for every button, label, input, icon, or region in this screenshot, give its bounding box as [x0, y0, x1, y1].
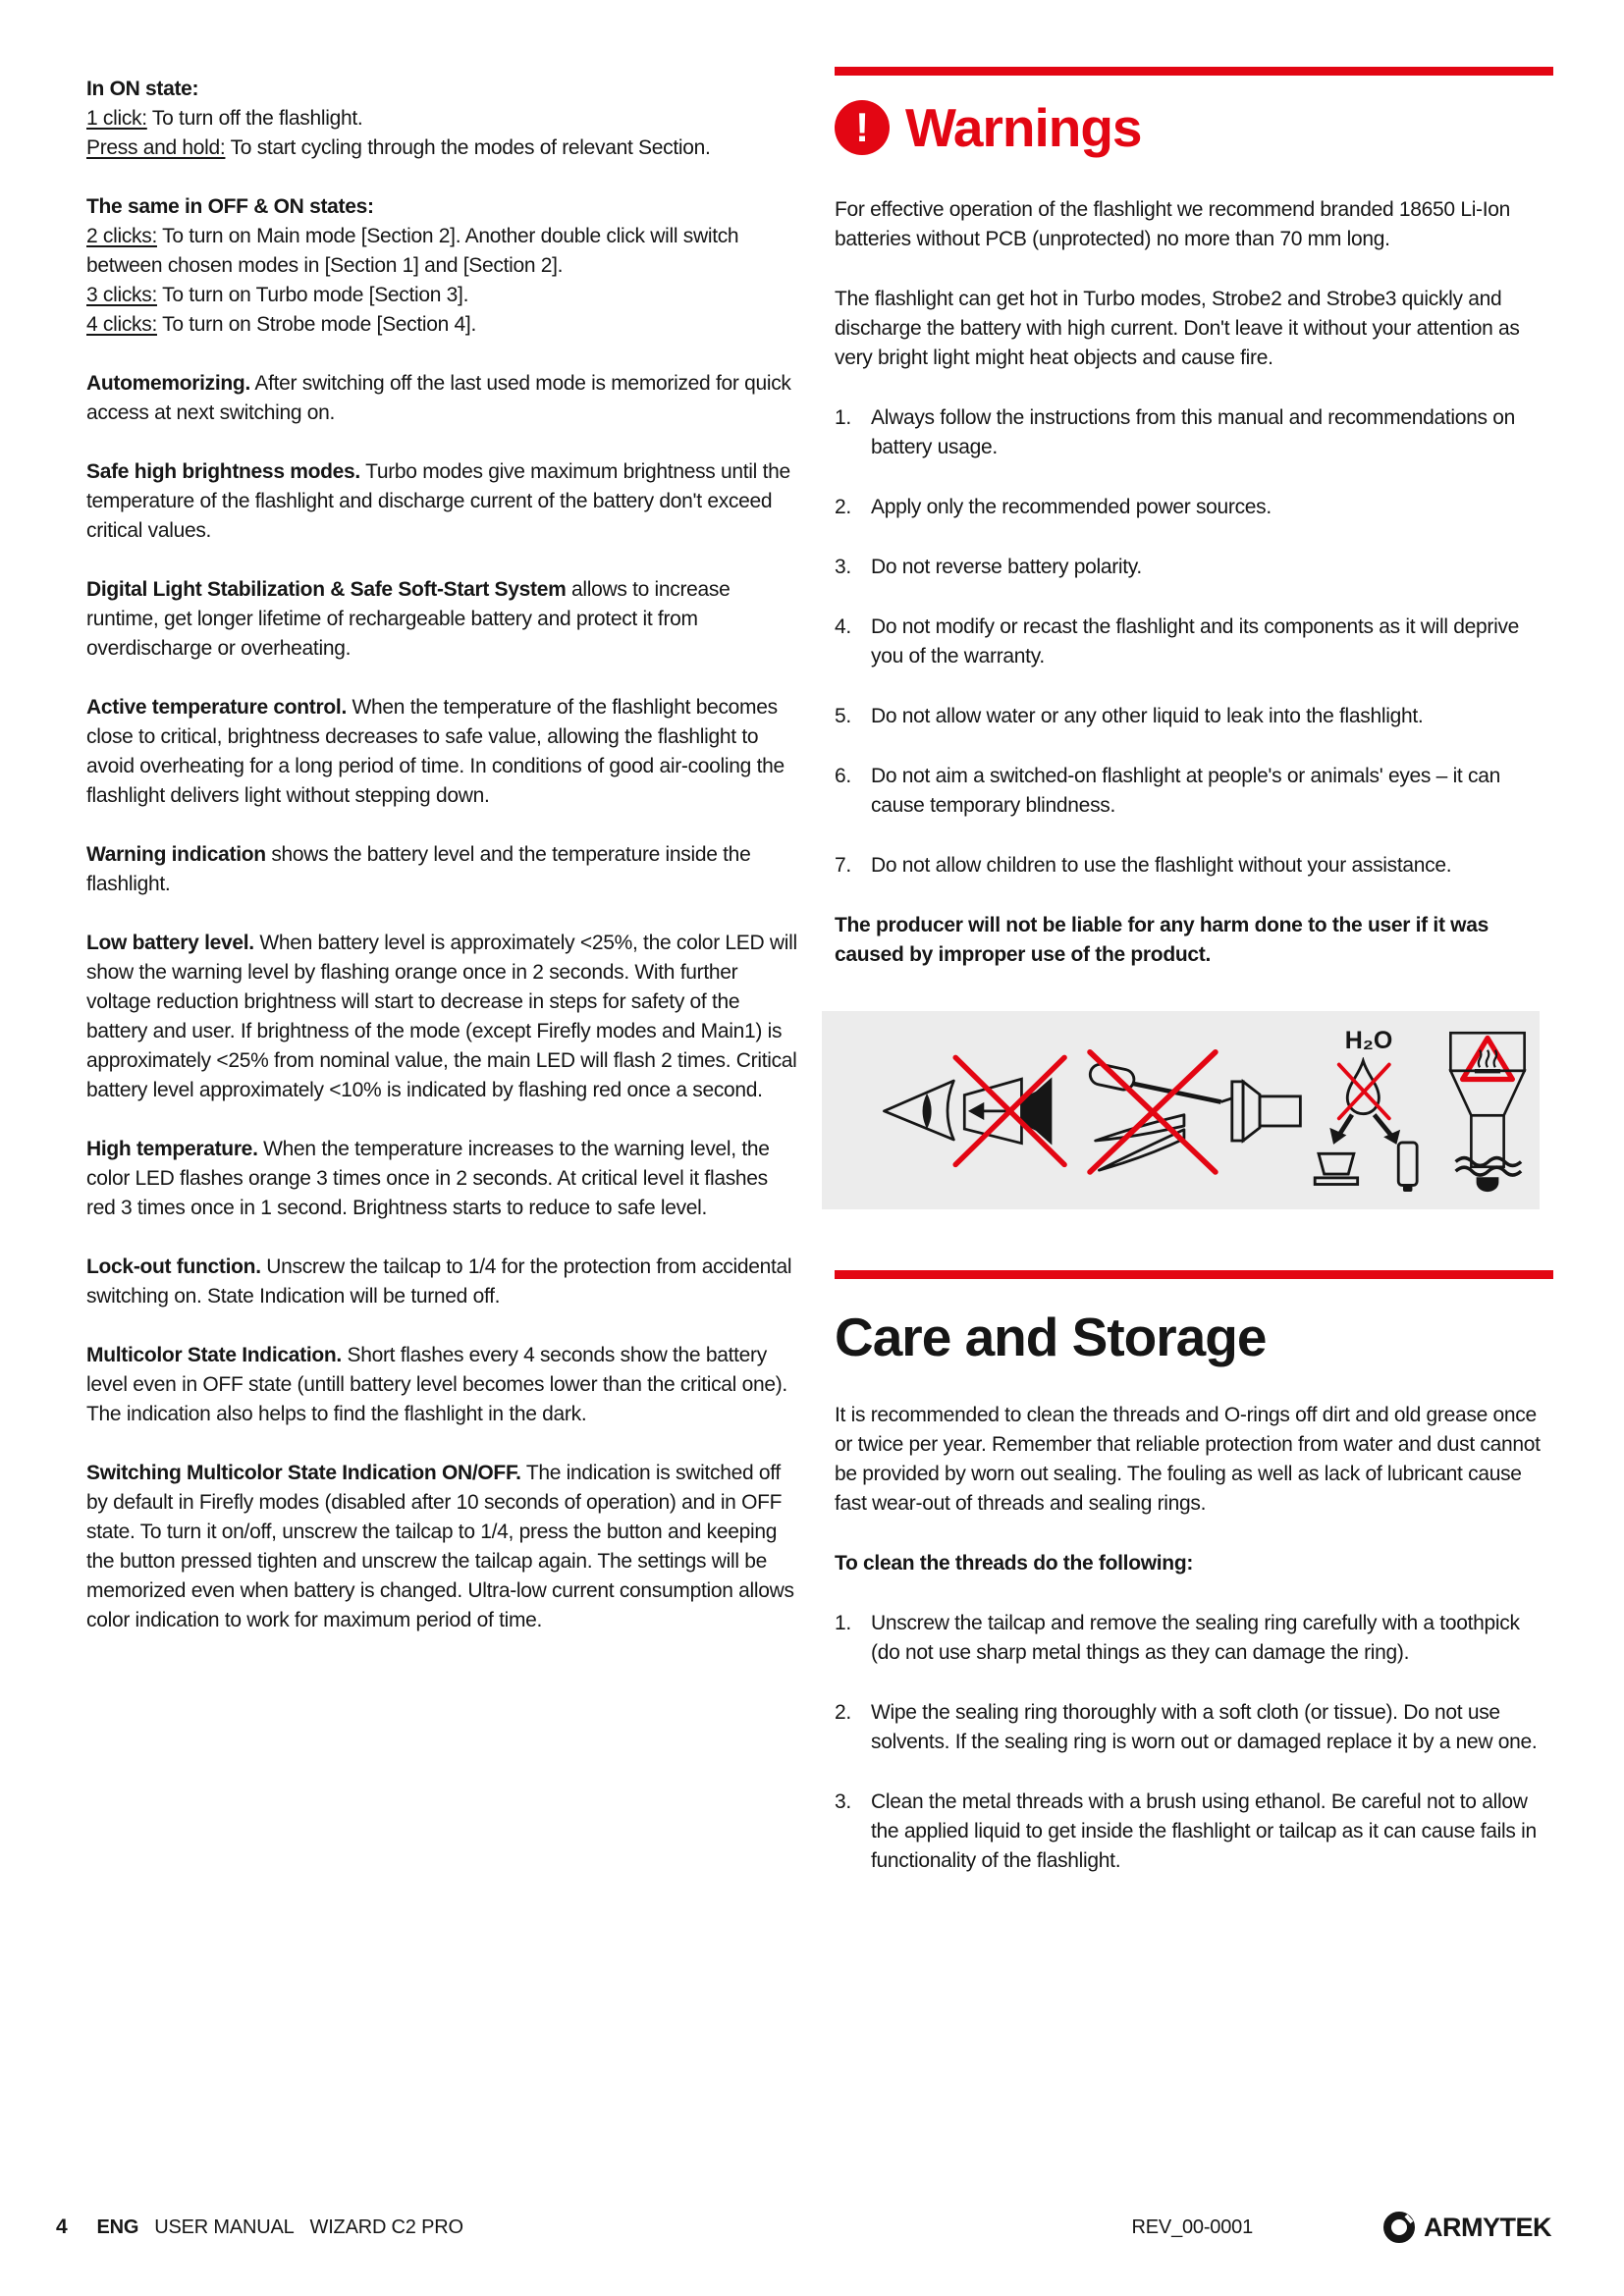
- paragraph-lead: Digital Light Stabilization & Safe Soft-Start System: [86, 578, 567, 601]
- footer-product: WIZARD C2 PRO: [309, 2216, 463, 2238]
- list-item: [835, 762, 1553, 821]
- instruction-line: 2 clicks: To turn on Main mode [Section 2]. Another double click will switch between chosen modes in [Section 1] and [Section 2].: [86, 225, 739, 277]
- paragraph-lead: Safe high brightness modes.: [86, 460, 360, 483]
- paragraph: Active temperature control. When the temperature of the flashlight becomes close to critical, brightness decreases to safe value, allowing the flashlight to avoid overheating for a long period of time. In conditions of good air-cooling the flashlight delivers light without stepping down.: [86, 696, 785, 807]
- list-item-text: Unscrew the tailcap and remove the sealing ring carefully with a toothpick (do not use sharp metal things as they can damage the ring).: [871, 1612, 1520, 1664]
- paragraph-lead: Lock-out function.: [86, 1255, 261, 1278]
- footer: [56, 2211, 1551, 2244]
- paragraph-lead: Switching Multicolor State Indication ON/OFF.: [86, 1462, 521, 1484]
- left-column: [86, 75, 797, 1665]
- instruction-lead: Press and hold:: [86, 136, 226, 159]
- instruction-lead: 3 clicks:: [86, 284, 157, 306]
- paragraph-lead: Automemorizing.: [86, 372, 250, 395]
- instruction-lead: 4 clicks:: [86, 313, 157, 336]
- paragraph-lead: Low battery level.: [86, 932, 254, 954]
- paragraph-lead: Active temperature control.: [86, 696, 347, 719]
- no-disassembling-icon: [1075, 1038, 1306, 1183]
- exclamation-circle-icon: [835, 100, 890, 155]
- text-block: [86, 840, 797, 899]
- list-item-text: Always follow the instructions from this manual and recommendations on battery usage.: [871, 406, 1515, 458]
- list-item: [835, 493, 1553, 522]
- list-item-text: Do not reverse battery polarity.: [871, 556, 1142, 578]
- block-heading: In ON state:: [86, 78, 199, 100]
- footer-revision: REV_00-0001: [1131, 2216, 1253, 2238]
- instruction-lead: 1 click:: [86, 107, 147, 130]
- armytek-logo-text: ARMYTEK: [1424, 2212, 1551, 2242]
- list-item-number: 3.: [835, 1790, 851, 1813]
- care-subheading: To clean the threads do the following:: [835, 1552, 1194, 1575]
- text-block: [86, 693, 797, 811]
- list-item: [835, 613, 1553, 671]
- list-item-number: 1.: [835, 406, 851, 429]
- text-block: [86, 75, 797, 163]
- list-item-text: Apply only the recommended power sources.: [871, 496, 1272, 518]
- list-item-text: Do not allow water or any other liquid to leak into the flashlight.: [871, 705, 1424, 727]
- block-heading: The same in OFF & ON states:: [86, 195, 374, 218]
- text-block: [86, 929, 797, 1105]
- paragraph: Multicolor State Indication. Short flashes every 4 seconds show the battery level even in OFF state (untill battery level becomes lower than the critical one). The indication also helps to find the flashlight in the dark.: [86, 1344, 787, 1425]
- list-item-text: Do not modify or recast the flashlight and its components as it will deprive you of the warranty.: [871, 615, 1520, 667]
- exclamation-glyph: !: [855, 104, 869, 150]
- no-shine-in-eyes-icon: [879, 1038, 1075, 1183]
- text-block: [86, 369, 797, 428]
- care-title: Care and Storage: [835, 1307, 1267, 1367]
- hot-surface-warning-icon: [1432, 1028, 1543, 1193]
- right-column: [835, 67, 1553, 1906]
- care-section-divider: [835, 1270, 1553, 1279]
- footer-language: ENG: [96, 2216, 139, 2238]
- text-block: [86, 1341, 797, 1429]
- list-item: [835, 702, 1553, 731]
- paragraph-lead: High temperature.: [86, 1138, 258, 1160]
- warnings-header: [835, 99, 1553, 156]
- list-item: [835, 851, 1553, 881]
- paragraph: The flashlight can get hot in Turbo modes, Strobe2 and Strobe3 quickly and discharge the battery with high current. Don't leave it without your attention as very bright light might heat objects and cause fire.: [835, 288, 1520, 369]
- paragraph-lead: Warning indication: [86, 843, 266, 866]
- paragraph: For effective operation of the flashlight we recommend branded 18650 Li-Ion batteries without PCB (unprotected) no more than 70 mm long.: [835, 198, 1511, 250]
- h2o-label: H₂O: [1344, 1026, 1393, 1054]
- text-block: [86, 575, 797, 664]
- instruction-line: 3 clicks: To turn on Turbo mode [Section 3].: [86, 284, 469, 306]
- text-block: [86, 192, 797, 340]
- left-column-blocks: [86, 75, 797, 1635]
- list-item: [835, 403, 1553, 462]
- text-block: [86, 1459, 797, 1635]
- list-item-number: 7.: [835, 854, 851, 877]
- paragraph: Warning indication shows the battery level and the temperature inside the flashlight.: [86, 843, 751, 895]
- paragraph: Digital Light Stabilization & Safe Soft-Start System allows to increase runtime, get longer lifetime of rechargeable battery and protect it from overdischarge or overheating.: [86, 578, 731, 660]
- list-item-number: 6.: [835, 765, 851, 787]
- no-water-contact-icon: [1306, 1026, 1432, 1193]
- warnings-list: [835, 403, 1553, 881]
- safety-pictograms-panel: [822, 1011, 1540, 1209]
- paragraph: Safe high brightness modes. Turbo modes give maximum brightness until the temperature of the flashlight and discharge current of the battery don't exceed critical values.: [86, 460, 790, 542]
- text-block: [86, 457, 797, 546]
- warnings-title: Warnings: [905, 97, 1142, 158]
- paragraph: High temperature. When the temperature increases to the warning level, the color LED flashes orange 3 times once in 2 seconds. At critical level it flashes red 3 times once in 1 second. Brightness starts to reduce to safe level.: [86, 1138, 770, 1219]
- text-block: [86, 1135, 797, 1223]
- paragraph-lead: Multicolor State Indication.: [86, 1344, 342, 1366]
- liability-note: The producer will not be liable for any harm done to the user if it was caused by improper use of the product.: [835, 914, 1489, 966]
- warnings-intro: [835, 195, 1553, 373]
- care-list: [835, 1609, 1553, 1876]
- list-item: [835, 1788, 1553, 1876]
- instruction-line: 4 clicks: To turn on Strobe mode [Section 4].: [86, 313, 477, 336]
- list-item-text: Do not allow children to use the flashlight without your assistance.: [871, 854, 1452, 877]
- list-item-number: 5.: [835, 705, 851, 727]
- list-item-number: 1.: [835, 1612, 851, 1634]
- warnings-section-divider: [835, 67, 1553, 76]
- list-item-number: 4.: [835, 615, 851, 638]
- paragraph: Automemorizing. After switching off the last used mode is memorized for quick access at next switching on.: [86, 372, 791, 424]
- text-block: [86, 1253, 797, 1311]
- care-intro: It is recommended to clean the threads and O-rings off dirt and old grease once or twice per year. Remember that reliable protection from water and dust cannot be provided by worn out sealing. The fouling as well as lack of lubricant cause fast wear-out of threads and sealing rings.: [835, 1404, 1541, 1515]
- list-item-number: 2.: [835, 496, 851, 518]
- list-item-text: Do not aim a switched-on flashlight at people's or animals' eyes – it can cause temporary blindness.: [871, 765, 1500, 817]
- instruction-line: Press and hold: To start cycling through the modes of relevant Section.: [86, 136, 711, 159]
- list-item: [835, 1609, 1553, 1668]
- list-item-text: Clean the metal threads with a brush using ethanol. Be careful not to allow the applied liquid to get inside the flashlight or tailcap as it can cause fails in functionality of the flashlight.: [871, 1790, 1537, 1872]
- page-number: 4: [56, 2216, 68, 2238]
- list-item-number: 3.: [835, 556, 851, 578]
- instruction-line: 1 click: To turn off the flashlight.: [86, 107, 363, 130]
- paragraph: Low battery level. When battery level is approximately <25%, the color LED will show the warning level by flashing orange once in 2 seconds. With further voltage reduction brightness will start to decrease in steps for safety of the battery and user. If brightness of the mode (except Firefly modes and Main1) is approximately <25% from nominal value, the main LED will flash 2 times. Critical battery level approximately <10% is indicated by flashing red once a second.: [86, 932, 797, 1101]
- instruction-lead: 2 clicks:: [86, 225, 157, 247]
- list-item: [835, 1698, 1553, 1757]
- list-item-text: Wipe the sealing ring thoroughly with a soft cloth (or tissue). Do not use solvents. If the sealing ring is worn out or damaged replace it by a new one.: [871, 1701, 1538, 1753]
- list-item: [835, 553, 1553, 582]
- list-item-number: 2.: [835, 1701, 851, 1724]
- armytek-logo-icon: [1382, 2211, 1416, 2244]
- footer-doc-type: USER MANUAL: [154, 2216, 295, 2238]
- paragraph: Switching Multicolor State Indication ON/OFF. The indication is switched off by default in Firefly modes (disabled after 10 seconds of operation) and in OFF state. To turn it on/off, unscrew the tailcap to 1/4, press the button and keeping the button pressed tighten and unscrew the tailcap again. The settings will be memorized even when battery is changed. Ultra-low current consumption allows color indication to work for maximum period of time.: [86, 1462, 794, 1631]
- armytek-logo: [1382, 2211, 1551, 2244]
- paragraph: Lock-out function. Unscrew the tailcap to 1/4 for the protection from accidental switching on. State Indication will be turned off.: [86, 1255, 792, 1308]
